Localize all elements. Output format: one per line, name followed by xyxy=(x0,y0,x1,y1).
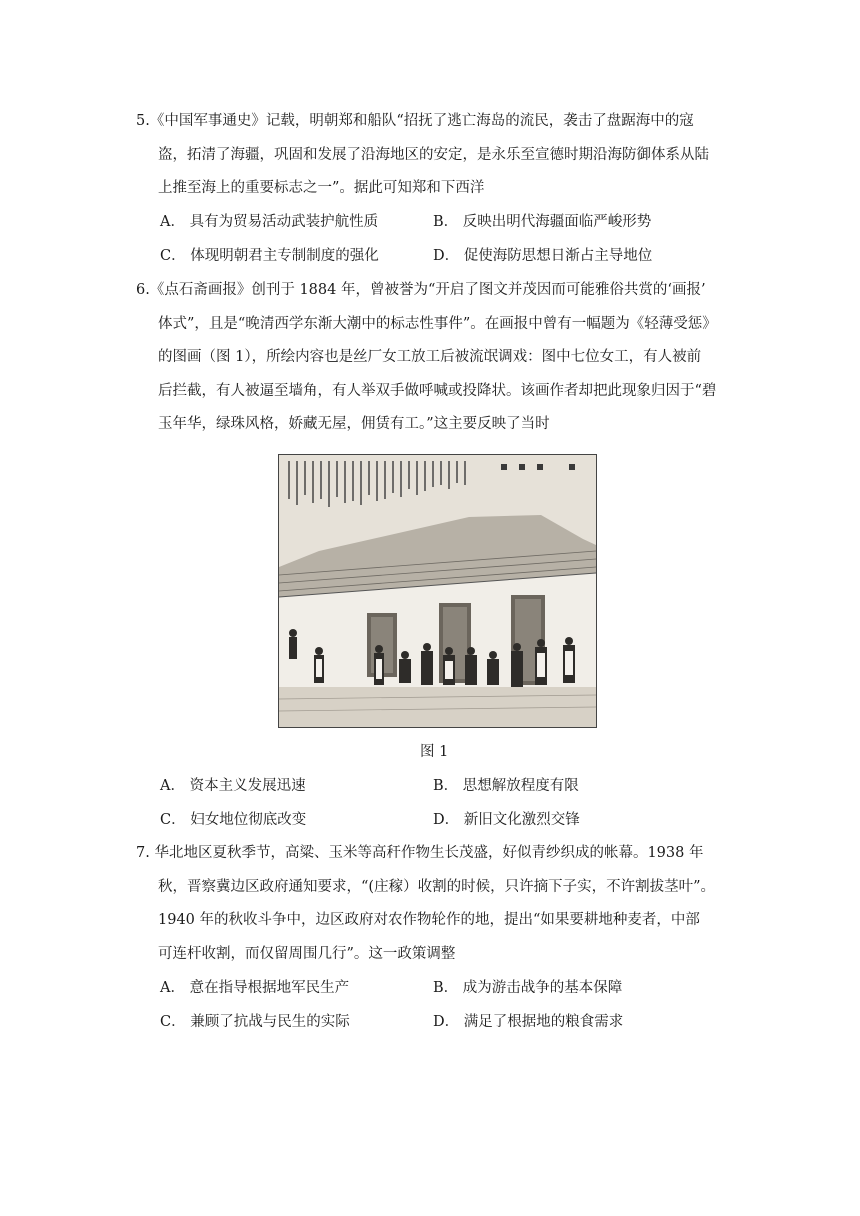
figure-1-illustration xyxy=(278,454,597,728)
q7-stem-line-1: 7. 华北地区夏秋季节，高粱、玉米等高秆作物生长茂盛，好似青纱织成的帐幕。1938 年 xyxy=(136,845,704,861)
q5-stem-line-3: 上推至海上的重要标志之一”。据此可知郑和下西洋 xyxy=(158,180,485,196)
q5-option-a: A． 具有为贸易活动武装护航性质 xyxy=(160,214,379,230)
q6-stem-line-4: 后拦截，有人被逼至墙角，有人举双手做呼喊或投降状。该画作者却把此现象归因于“碧 xyxy=(158,383,717,399)
q5-stem-line-1: 5.《中国军事通史》记载，明朝郑和船队“招抚了逃亡海岛的流民，袭击了盘踞海中的寇 xyxy=(136,113,694,129)
q6-stem-line-2: 体式”，且是“晚清西学东渐大潮中的标志性事件”。在画报中曾有一幅题为《轻薄受惩》 xyxy=(158,316,717,332)
q7-stem-line-4: 可连杆收割，而仅留周围几行”。这一政策调整 xyxy=(158,946,456,962)
q5-option-c: C． 体现明朝君主专制制度的强化 xyxy=(160,248,379,264)
q6-option-a: A． 资本主义发展迅速 xyxy=(160,778,306,794)
q6-stem-line-3: 的图画（图 1），所绘内容也是丝厂女工放工后被流氓调戏：图中七位女工，有人被前 xyxy=(158,349,702,365)
q6-stem-line-5: 玉年华，绿珠风格，娇藏无屋，佣赁有工。”这主要反映了当时 xyxy=(158,416,550,432)
q5-option-d: D． 促使海防思想日渐占主导地位 xyxy=(433,248,653,264)
q6-option-c: C． 妇女地位彻底改变 xyxy=(160,812,307,828)
q6-stem-line-1: 6.《点石斋画报》创刊于 1884 年，曾被誉为“开启了图文并茂因而可能雅俗共赏的‘画报’ xyxy=(136,282,706,298)
q6-option-d: D． 新旧文化激烈交锋 xyxy=(433,812,580,828)
q6-option-b: B． 思想解放程度有限 xyxy=(433,778,579,794)
figure-1-caption: 图 1 xyxy=(420,744,449,760)
q5-option-b: B． 反映出明代海疆面临严峻形势 xyxy=(433,214,652,230)
q7-option-c: C． 兼顾了抗战与民生的实际 xyxy=(160,1014,350,1030)
q5-stem-line-2: 盗，拓清了海疆，巩固和发展了沿海地区的安定，是永乐至宣德时期沿海防御体系从陆 xyxy=(158,147,709,163)
q7-stem-line-3: 1940 年的秋收斗争中，边区政府对农作物轮作的地，提出“如果要耕地种麦者，中部 xyxy=(158,912,700,928)
q7-stem-line-2: 秋，晋察冀边区政府通知要求，“(庄稼）收割的时候，只许摘下子实，不许割拔茎叶”。 xyxy=(158,879,715,895)
q7-option-a: A． 意在指导根据地军民生产 xyxy=(160,980,350,996)
q7-option-b: B． 成为游击战争的基本保障 xyxy=(433,980,623,996)
q7-option-d: D． 满足了根据地的粮食需求 xyxy=(433,1014,624,1030)
